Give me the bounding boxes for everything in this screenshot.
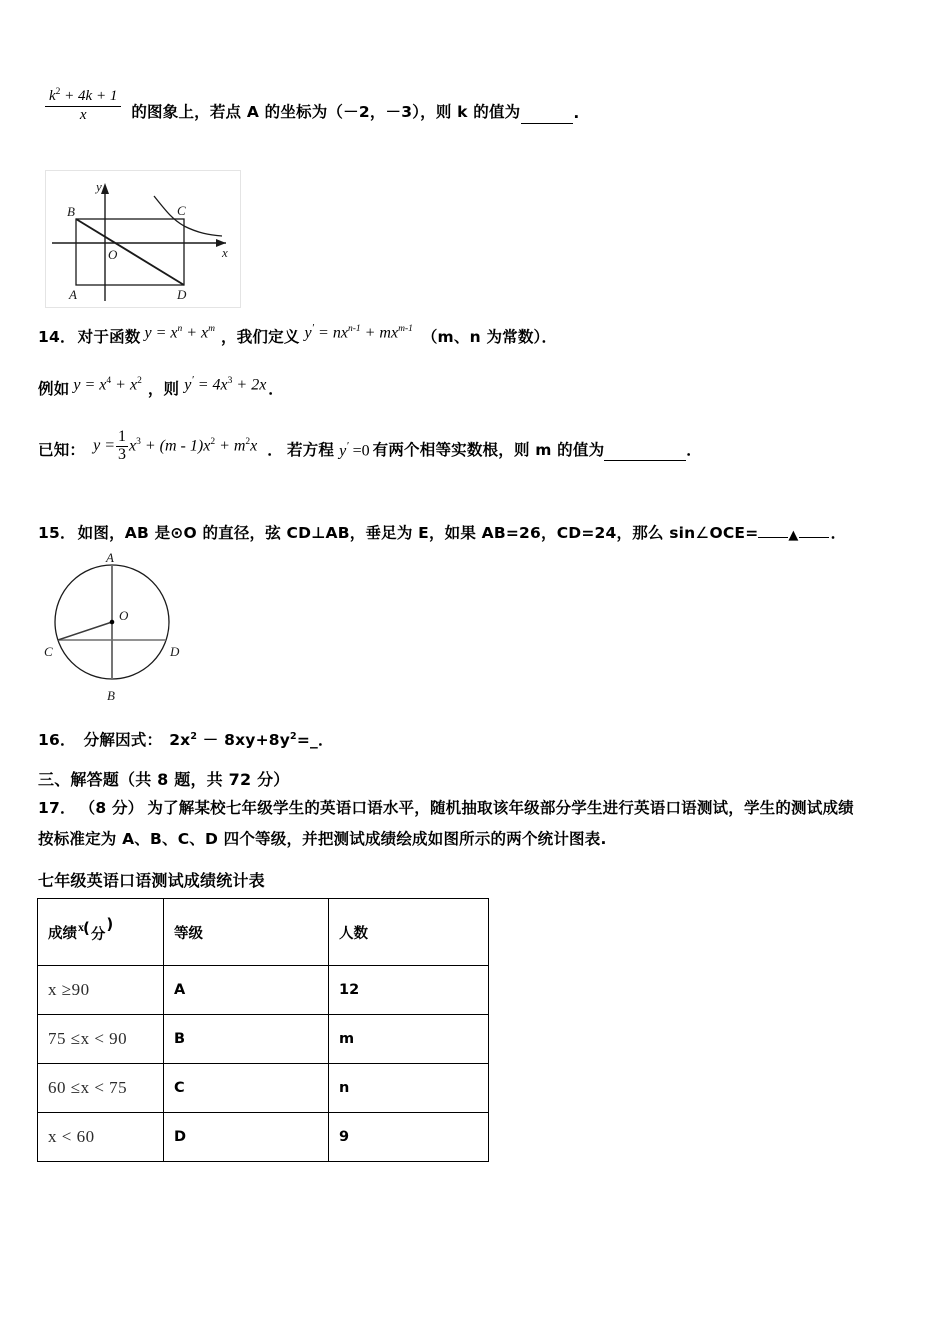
q14-f2-sup1: n-1 xyxy=(347,323,361,334)
grade-statistics-table xyxy=(37,898,489,1162)
q14-ex-f1-sup1: 4 xyxy=(106,375,112,386)
cell-range: x ≥90 xyxy=(38,966,164,1015)
q16-expression xyxy=(169,731,334,749)
q14-l3-xend: x xyxy=(250,437,258,455)
q14-l3-sup2: 2 xyxy=(210,437,216,448)
q15-marker-triangle: ▲ xyxy=(788,528,799,543)
table-row xyxy=(38,1064,489,1113)
q16-expr-tail: =_． xyxy=(296,731,334,749)
q14-example-formula-1 xyxy=(73,376,141,394)
hyperbola-curve xyxy=(154,196,222,236)
q14-l3-x3-sup: 3 xyxy=(136,437,141,448)
q14-line1-tail: （m、n 为常数）． xyxy=(421,328,558,346)
q16-expr-a: 2x xyxy=(169,731,191,749)
q14-number: 14． xyxy=(38,328,76,346)
q14-f1-base: y = x xyxy=(144,324,178,341)
label-center-O: O xyxy=(119,608,129,623)
table-header-row xyxy=(38,899,489,966)
q14-line1-pre: 对于函数 xyxy=(77,328,141,346)
q15-text-b: OCE= xyxy=(709,524,759,542)
q17-number: 17． xyxy=(38,799,76,817)
cell-range: 60 ≤x < 75 xyxy=(38,1064,164,1113)
q14-f2-mid: + mx xyxy=(360,324,399,341)
header-paren-open: ( xyxy=(83,918,90,937)
q14-ex-f1-base: y = x xyxy=(73,376,107,393)
q14-line2-period: ． xyxy=(268,380,284,398)
q14-ex-f2-y: y xyxy=(184,376,192,393)
label-y-axis: y xyxy=(96,179,102,194)
q14-ex-f1-sup2: 2 xyxy=(137,375,142,386)
cell-grade: C xyxy=(164,1064,329,1113)
q13-fraction xyxy=(45,88,121,124)
cell-count: n xyxy=(329,1064,489,1113)
question-17 xyxy=(38,793,928,855)
label-origin: O xyxy=(108,247,118,262)
q14-f1-sup2: m xyxy=(208,323,216,334)
q14-ex-f2-sup: 3 xyxy=(227,375,233,386)
question-14 xyxy=(38,321,918,464)
q13-text: 的图象上，若点 A 的坐标为（－2，－3），则 k 的值为 xyxy=(131,102,521,121)
figure1-svg xyxy=(46,171,240,307)
q16-expr-a-sup: 2 xyxy=(190,730,198,742)
q14-line3-mid: 若方程 xyxy=(286,440,335,459)
q14-l3-plus: + (m - 1)x xyxy=(140,437,211,455)
q13-answer-blank[interactable] xyxy=(521,108,573,124)
q16-text: 分解因式： xyxy=(83,731,163,749)
question-15 xyxy=(38,521,928,543)
q15-angle-symbol: ∠ xyxy=(695,524,710,542)
q14-formula-1 xyxy=(144,324,215,342)
center-point-dot xyxy=(110,620,115,625)
section-3-title: 三、解答题（共 8 题，共 72 分） xyxy=(38,770,290,789)
q16-expr-b-sup: 2 xyxy=(290,730,297,742)
radius-oc xyxy=(58,622,112,640)
q15-blank-left[interactable] xyxy=(758,521,788,538)
q14-f2-y: y xyxy=(304,324,312,341)
table-row xyxy=(38,1015,489,1064)
q14-ex-f2-rest: = 4x xyxy=(193,376,228,393)
label-C: C xyxy=(177,203,186,218)
cell-grade: B xyxy=(164,1015,329,1064)
q17-line-1 xyxy=(38,793,928,824)
q17-line2-text: 按标准定为 A、B、C、D 四个等级，并把测试成绩绘成如图所示的两个统计图表. xyxy=(38,830,607,849)
q13-period: . xyxy=(573,103,580,122)
question-13-tail xyxy=(45,88,905,124)
q17-line1-text: 为了解某校七年级学生的英语口语水平，随机抽取该年级部分学生进行英语口语测试，学生的测试成绩 xyxy=(147,799,854,817)
q14-ex-f1-mid: + x xyxy=(111,376,138,393)
figure2-svg xyxy=(38,552,218,704)
cell-count: 9 xyxy=(329,1113,489,1162)
q17-score: （8 分） xyxy=(79,799,144,817)
header-cell-score xyxy=(38,899,164,966)
label-B: B xyxy=(67,204,75,219)
q16-expr-b: － 8xy+8y xyxy=(197,731,291,749)
question-16 xyxy=(38,728,334,750)
cell-range: x < 60 xyxy=(38,1113,164,1162)
q14-l3-plus2: + m xyxy=(215,437,246,455)
header-score-label: 成绩 xyxy=(48,925,77,942)
q14-l3-msup: 2 xyxy=(245,437,251,448)
y-axis-arrow xyxy=(101,183,109,194)
figure-rectangle-hyperbola xyxy=(45,170,241,308)
q14-f2-eq: = nx xyxy=(314,324,348,341)
q14-line3-tail: 有两个相等实数根，则 m 的值为 xyxy=(372,440,605,459)
q16-number: 16． xyxy=(38,731,76,749)
label-D: D xyxy=(177,287,187,302)
q14-answer-blank[interactable] xyxy=(604,444,686,461)
label-A: A xyxy=(106,552,114,565)
q14-f1-mid: + x xyxy=(182,324,209,341)
q14-line3-period: ． xyxy=(686,440,702,459)
q15-text-a: 如图，AB 是⊙O 的直径，弦 CD⊥AB，垂足为 E，如果 AB=26，CD=24，那么 sin xyxy=(77,524,696,542)
header-cell-count: 人数 xyxy=(329,899,489,966)
header-score-var: x xyxy=(78,919,84,934)
table-title-text: 七年级英语口语测试成绩统计表 xyxy=(38,871,265,890)
q14-line1-mid: ，我们定义 xyxy=(221,328,300,346)
q14-line2-pre: 例如 xyxy=(38,380,70,398)
q14-ex-f2-tail: + 2x xyxy=(232,376,267,393)
label-x-axis: x xyxy=(222,245,228,260)
diagonal-bd xyxy=(76,219,184,285)
q14-frac-den: 3 xyxy=(118,445,127,463)
cell-count: 12 xyxy=(329,966,489,1015)
q14-line3-pre: 已知： xyxy=(38,440,86,459)
q13-fraction-numerator: $k^2 + 4k + 1$ xyxy=(45,88,121,107)
q14-l3-eq0: =0 xyxy=(348,442,370,460)
q14-given-formula xyxy=(93,429,257,464)
section-3-heading xyxy=(38,767,289,790)
q14-l3-x3: x xyxy=(129,437,137,455)
q17-line-2 xyxy=(38,824,928,855)
q15-period: ． xyxy=(830,524,847,542)
q13-fraction-denominator: x xyxy=(79,106,87,123)
q14-frac-num: 1 xyxy=(118,428,127,445)
q14-formula-2: $y' = nx^{n-1} + mx^{m-1}$ xyxy=(304,321,413,341)
header-paren-close: ) xyxy=(106,914,114,933)
figure-circle-chord xyxy=(38,552,218,704)
q14-f1-sup1: n xyxy=(177,323,183,334)
q14-l3-rest xyxy=(129,437,257,455)
label-D: D xyxy=(170,644,180,659)
q14-line3-dot: ． xyxy=(267,440,283,459)
label-A: A xyxy=(69,287,77,302)
table-title xyxy=(38,868,265,891)
q14-f2-sup2: m-1 xyxy=(398,323,413,334)
label-B: B xyxy=(107,688,115,703)
cell-range: 75 ≤x < 90 xyxy=(38,1015,164,1064)
q15-blank-right[interactable] xyxy=(799,521,829,538)
q14-l3-y: y = xyxy=(93,437,116,455)
cell-grade: D xyxy=(164,1113,329,1162)
q14-one-third xyxy=(116,429,128,464)
cell-grade: A xyxy=(164,966,329,1015)
q14-line2-mid: ，则 xyxy=(147,380,180,398)
header-cell-grade: 等级 xyxy=(164,899,329,966)
table-row xyxy=(38,966,489,1015)
q15-number: 15． xyxy=(38,524,76,542)
label-C: C xyxy=(44,644,53,659)
q14-l3-yprime: y xyxy=(339,442,347,460)
table-row xyxy=(38,1113,489,1162)
q14-equation-zero: y′ =0 xyxy=(339,440,370,460)
header-score-unit: 分 xyxy=(90,926,106,943)
q14-example-formula-2: $y' = 4x^3 + 2x$ xyxy=(184,373,267,393)
cell-count: m xyxy=(329,1015,489,1064)
